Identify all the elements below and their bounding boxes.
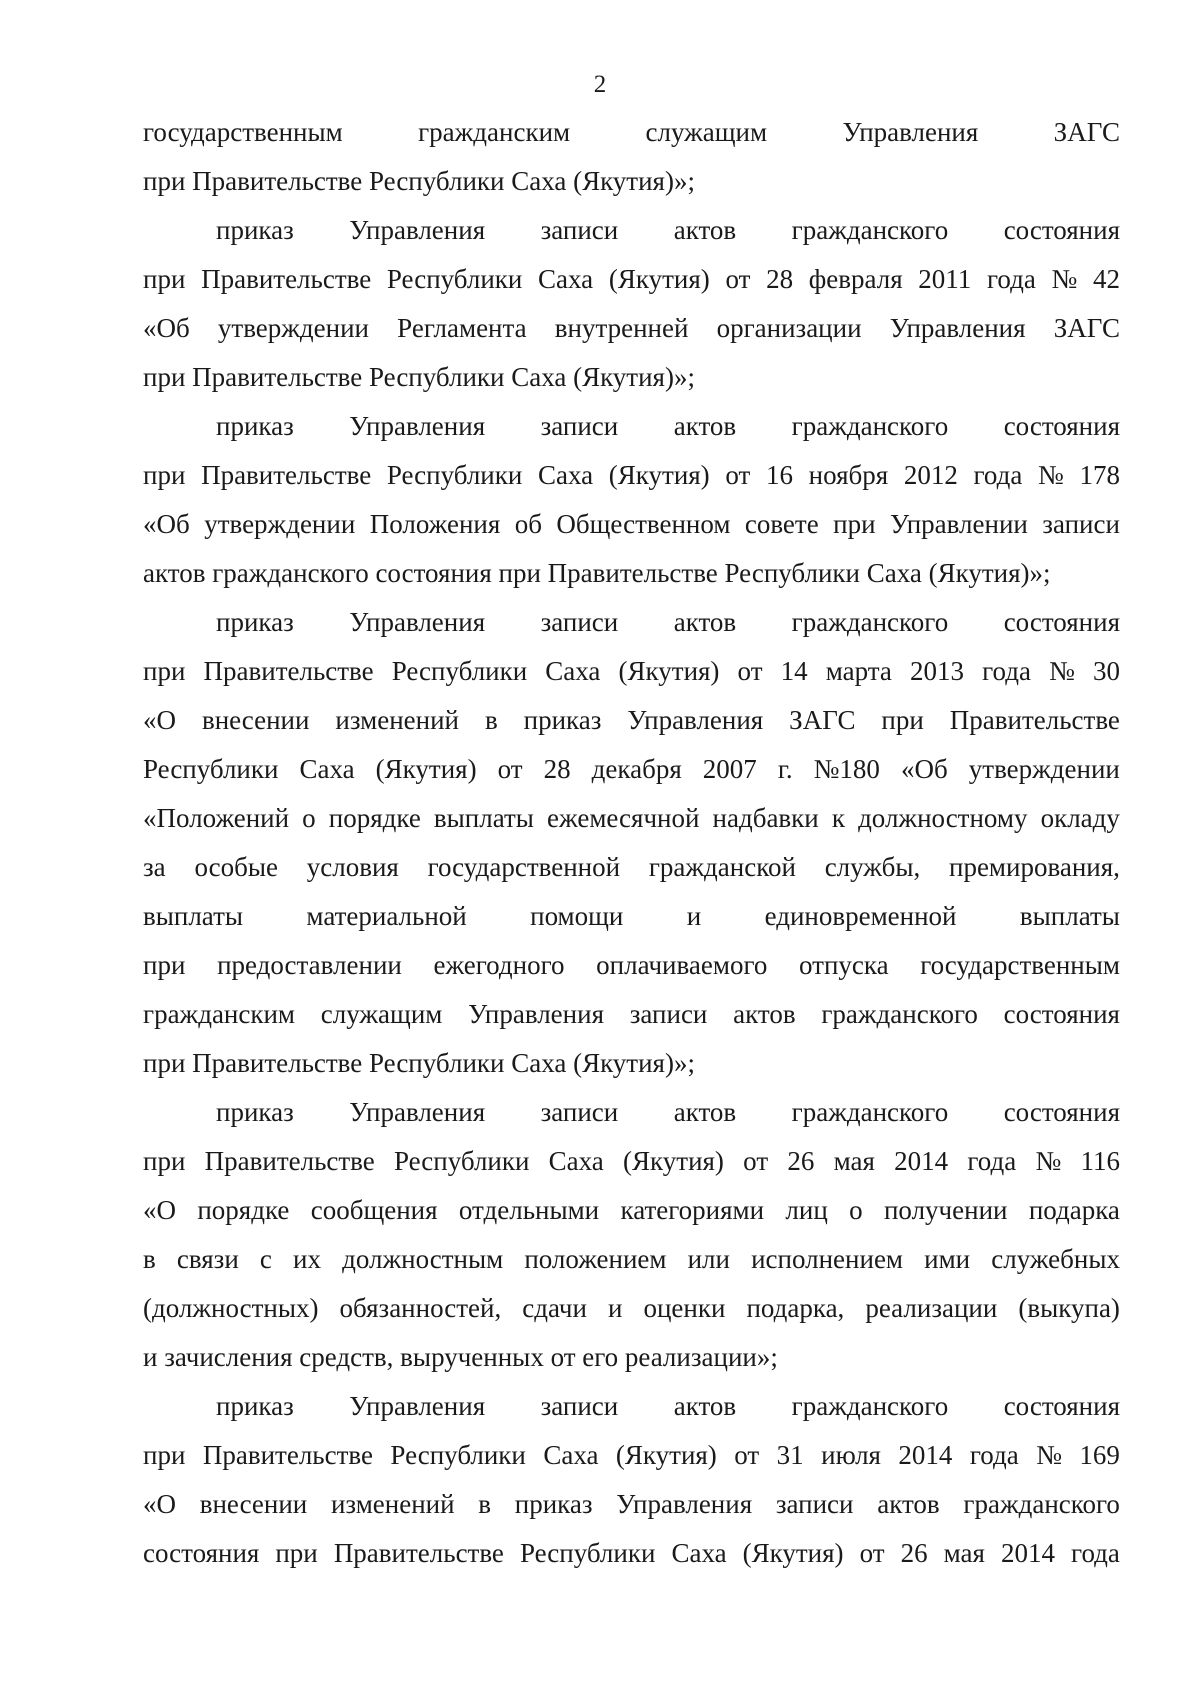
word: отдельными <box>458 1195 600 1225</box>
word: ЗАГС <box>1053 117 1120 147</box>
word: категориями <box>620 1195 765 1225</box>
word: гражданского <box>791 411 949 441</box>
word: и <box>686 901 702 931</box>
word: Республики <box>390 1440 526 1470</box>
text-line <box>143 1431 1120 1480</box>
word: №180 <box>813 754 880 784</box>
word: (выкупа) <box>1018 1293 1120 1323</box>
word: 2014 <box>1001 1538 1055 1568</box>
word: организации <box>716 313 862 343</box>
word: состояния <box>1003 1097 1120 1127</box>
word: 2007 <box>702 754 757 784</box>
word: 14 <box>780 656 808 686</box>
word: при <box>143 460 186 490</box>
word: лиц <box>785 1195 828 1225</box>
word: актов <box>673 411 737 441</box>
word: 2013 <box>909 656 964 686</box>
word: при <box>143 264 186 294</box>
word: Управления <box>842 117 979 147</box>
word: Управления <box>349 607 486 637</box>
word: записи <box>629 999 708 1029</box>
word: (Якутия) <box>742 1538 844 1568</box>
text-line <box>143 1235 1120 1284</box>
word: гражданского <box>821 999 978 1029</box>
word: года <box>982 656 1031 686</box>
word: 30 <box>1092 656 1120 686</box>
word: их <box>293 1244 321 1274</box>
word: гражданского <box>791 607 949 637</box>
word: состояния <box>1003 607 1120 637</box>
word: приказ <box>216 1097 294 1127</box>
word: сдачи <box>522 1293 587 1323</box>
word: записи <box>540 215 619 245</box>
word: 2014 <box>894 1146 949 1176</box>
word: внутренней <box>554 313 689 343</box>
word: Саха <box>299 754 355 784</box>
word: состояния <box>1003 999 1120 1029</box>
word: Управления <box>627 705 764 735</box>
text-line <box>143 108 1120 157</box>
word: от <box>859 1538 885 1568</box>
word: связи <box>176 1244 239 1274</box>
word: 2014 <box>898 1440 953 1470</box>
word: от <box>725 460 751 490</box>
word: (Якутия) <box>608 460 710 490</box>
word: Управления <box>616 1489 753 1519</box>
word: исполнением <box>751 1244 904 1274</box>
text-line <box>143 255 1120 304</box>
word: года <box>986 264 1036 294</box>
word: от <box>497 754 523 784</box>
text-line <box>143 451 1120 500</box>
text-line <box>143 696 1120 745</box>
word: Управления <box>349 1097 486 1127</box>
page-number: 2 <box>593 71 607 98</box>
word: приказ <box>216 411 294 441</box>
word: г. <box>777 754 793 784</box>
word: изменений <box>335 705 459 735</box>
word: записи <box>540 1097 619 1127</box>
word: должностному <box>858 803 1028 833</box>
word: гражданским <box>418 117 571 147</box>
word: и <box>607 1293 623 1323</box>
text-line: при Правительстве Республики Саха (Якутия)»; <box>143 166 695 196</box>
word: при <box>143 656 186 686</box>
word: Управления <box>889 313 1026 343</box>
word: порядке <box>197 1195 290 1225</box>
word: подарка, <box>746 1293 845 1323</box>
word: служащим <box>645 117 768 147</box>
text-line: актов гражданского состояния при Правительстве Республики Саха (Якутия)»; <box>143 558 1051 588</box>
word: получении <box>883 1195 1008 1225</box>
word: обязанностей, <box>339 1293 502 1323</box>
word: Саха <box>538 264 594 294</box>
text-line <box>143 1284 1120 1333</box>
word: оценки <box>643 1293 726 1323</box>
word: гражданским <box>143 999 296 1029</box>
word: гражданского <box>791 1391 949 1421</box>
word: Управлении <box>889 509 1028 539</box>
word: при <box>143 1146 186 1176</box>
word: марта <box>825 656 892 686</box>
word: приказ <box>216 1391 294 1421</box>
word: состояния <box>1003 411 1120 441</box>
word: приказ <box>216 607 294 637</box>
word: Республики <box>391 656 528 686</box>
word: Саха <box>537 460 594 490</box>
word: утверждении <box>968 754 1120 784</box>
word: записи <box>540 1391 619 1421</box>
word: 28 <box>543 754 571 784</box>
text-line <box>143 941 1120 990</box>
word: при <box>833 509 876 539</box>
word: с <box>259 1244 272 1274</box>
word: «О <box>143 705 176 735</box>
word: года <box>967 1146 1017 1176</box>
word: актов <box>733 999 796 1029</box>
word: актов <box>673 1097 737 1127</box>
word: или <box>687 1244 730 1274</box>
word: Управления <box>349 411 486 441</box>
word: 178 <box>1079 460 1120 490</box>
word: № <box>1035 1146 1062 1176</box>
word: о <box>302 803 316 833</box>
text-line <box>143 1480 1120 1529</box>
word: служащим <box>320 999 443 1029</box>
word: сообщения <box>310 1195 438 1225</box>
word: Правительстве <box>203 656 374 686</box>
text-line <box>143 500 1120 549</box>
text-line <box>143 1382 1120 1431</box>
word: Саха <box>545 656 601 686</box>
text-line: при Правительстве Республики Саха (Якутия)»; <box>143 1048 695 1078</box>
word: № <box>1036 1440 1062 1470</box>
word: декабря <box>591 754 682 784</box>
word: помощи <box>530 901 624 931</box>
word: реализации <box>865 1293 998 1323</box>
word: года <box>1071 1538 1120 1568</box>
word: Регламента <box>397 313 527 343</box>
word: должностным <box>342 1244 504 1274</box>
word: «Об <box>143 509 190 539</box>
word: за <box>143 852 166 882</box>
word: ноября <box>808 460 889 490</box>
word: положением <box>524 1244 667 1274</box>
word: Управления <box>349 1391 486 1421</box>
word: выплаты <box>433 803 534 833</box>
word: (Якутия) <box>375 754 477 784</box>
word: подарка <box>1028 1195 1120 1225</box>
word: Республики <box>519 1538 656 1568</box>
word: года <box>973 460 1023 490</box>
word: особые <box>194 852 278 882</box>
word: Республики <box>386 460 523 490</box>
word: № <box>1038 460 1064 490</box>
word: Правительстве <box>204 1146 375 1176</box>
word: оплачиваемого <box>596 950 768 980</box>
word: от <box>725 264 751 294</box>
word: отпуска <box>799 950 889 980</box>
paragraph <box>143 108 1120 206</box>
word: приказ <box>216 215 294 245</box>
word: записи <box>1042 509 1120 539</box>
word: надбавки <box>712 803 819 833</box>
text-line <box>143 843 1120 892</box>
word: внесении <box>201 705 310 735</box>
word: приказ <box>514 1489 593 1519</box>
word: от <box>734 1440 760 1470</box>
word: записи <box>540 607 619 637</box>
text-line <box>143 745 1120 794</box>
word: Республики <box>386 264 523 294</box>
word: Саха <box>543 1440 599 1470</box>
word: при <box>275 1538 318 1568</box>
paragraph <box>143 1382 1120 1578</box>
word: при <box>143 950 186 980</box>
text-line: и зачисления средств, вырученных от его реализации»; <box>143 1342 778 1372</box>
text-line <box>143 892 1120 941</box>
text-line <box>143 304 1120 353</box>
word: совете <box>744 509 819 539</box>
word: государственным <box>920 950 1120 980</box>
word: государственной <box>427 852 621 882</box>
word: к <box>831 803 845 833</box>
word: служебных <box>991 1244 1120 1274</box>
word: 169 <box>1079 1440 1120 1470</box>
word: Управления <box>468 999 604 1029</box>
word: условия <box>306 852 399 882</box>
word: (должностных) <box>143 1293 319 1323</box>
word: приказ <box>523 705 602 735</box>
text-line <box>143 1529 1120 1578</box>
paragraph <box>143 598 1120 1088</box>
word: службы, <box>824 852 921 882</box>
word: актов <box>673 1391 737 1421</box>
word: в <box>478 1489 492 1519</box>
text-line <box>143 206 1120 255</box>
word: «Об <box>143 313 190 343</box>
word: ежегодного <box>433 950 565 980</box>
word: единовременной <box>764 901 957 931</box>
word: от <box>737 656 763 686</box>
word: актов <box>877 1489 940 1519</box>
text-line <box>143 1137 1120 1186</box>
word: 2011 <box>918 264 972 294</box>
text-line <box>143 1186 1120 1235</box>
word: «О <box>143 1195 176 1225</box>
word: гражданского <box>963 1489 1120 1519</box>
word: 116 <box>1080 1146 1120 1176</box>
word: Правительстве <box>201 460 372 490</box>
word: гражданского <box>791 215 949 245</box>
word: материальной <box>306 901 467 931</box>
word: Правительстве <box>201 264 372 294</box>
word: актов <box>673 215 737 245</box>
word: в <box>484 705 498 735</box>
word: Республики <box>393 1146 530 1176</box>
word: Правительстве <box>202 1440 373 1470</box>
word: состояния <box>1003 215 1120 245</box>
word: № <box>1051 264 1078 294</box>
text-line <box>143 647 1120 696</box>
word: июля <box>821 1440 881 1470</box>
word: «Об <box>900 754 948 784</box>
word: о <box>849 1195 863 1225</box>
word: записи <box>775 1489 854 1519</box>
paragraph <box>143 1088 1120 1382</box>
word: (Якутия) <box>618 656 720 686</box>
document-body <box>143 108 1120 1578</box>
word: 31 <box>776 1440 804 1470</box>
word: внесении <box>199 1489 308 1519</box>
word: Правительстве <box>949 705 1120 735</box>
word: года <box>969 1440 1019 1470</box>
word: февраля <box>808 264 903 294</box>
word: актов <box>673 607 737 637</box>
word: Положения <box>369 509 501 539</box>
word: мая <box>943 1538 985 1568</box>
word: премирования, <box>949 852 1120 882</box>
word: Саха <box>671 1538 727 1568</box>
word: (Якутия) <box>615 1440 717 1470</box>
word: Саха <box>548 1146 604 1176</box>
word: изменений <box>330 1489 455 1519</box>
word: 42 <box>1092 264 1120 294</box>
word: (Якутия) <box>623 1146 724 1176</box>
word: мая <box>833 1146 875 1176</box>
paragraph <box>143 206 1120 402</box>
text-line <box>143 990 1120 1039</box>
word: 16 <box>765 460 793 490</box>
word: гражданской <box>648 852 796 882</box>
word: состояния <box>1003 1391 1120 1421</box>
word: от <box>743 1146 769 1176</box>
word: Правительстве <box>333 1538 504 1568</box>
text-line <box>143 1088 1120 1137</box>
word: Республики <box>143 754 279 784</box>
word: при <box>881 705 924 735</box>
word: 26 <box>787 1146 815 1176</box>
word: № <box>1049 656 1075 686</box>
word: в <box>143 1244 156 1274</box>
paragraph <box>143 402 1120 598</box>
word: 26 <box>900 1538 928 1568</box>
word: Управления <box>349 215 486 245</box>
word: утверждении <box>217 313 370 343</box>
text-line <box>143 402 1120 451</box>
word: окладу <box>1040 803 1120 833</box>
word: гражданского <box>791 1097 949 1127</box>
word: Общественном <box>556 509 731 539</box>
word: ЗАГС <box>1053 313 1120 343</box>
text-line <box>143 598 1120 647</box>
word: при <box>143 1440 186 1470</box>
word: утверждении <box>204 509 356 539</box>
word: (Якутия) <box>608 264 710 294</box>
word: об <box>514 509 542 539</box>
word: предоставлении <box>217 950 402 980</box>
word: выплаты <box>143 901 244 931</box>
word: ежемесячной <box>547 803 700 833</box>
word: ЗАГС <box>789 705 856 735</box>
word: государственным <box>143 117 343 147</box>
text-line: при Правительстве Республики Саха (Якутия)»; <box>143 362 695 392</box>
text-line <box>143 794 1120 843</box>
word: ими <box>924 1244 971 1274</box>
word: порядке <box>328 803 421 833</box>
word: 28 <box>766 264 794 294</box>
word: «О <box>143 1489 176 1519</box>
word: «Положений <box>143 803 290 833</box>
word: 2012 <box>903 460 958 490</box>
word: выплаты <box>1019 901 1120 931</box>
word: записи <box>540 411 619 441</box>
word: состояния <box>143 1538 260 1568</box>
